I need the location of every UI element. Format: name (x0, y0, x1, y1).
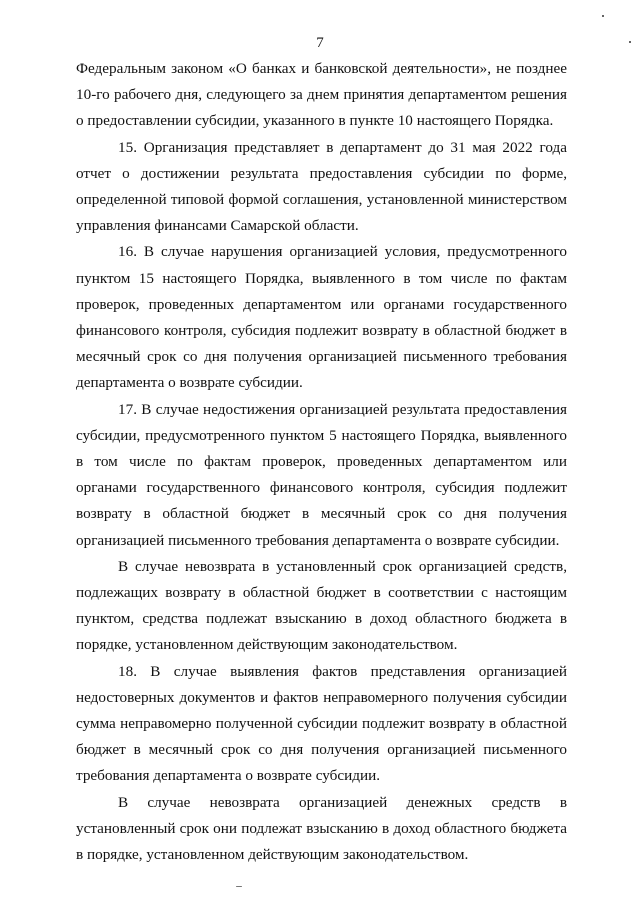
paragraph-continuation: Федеральным законом «О банках и банковской деятельности», не позднее 10-го рабочего дня, следующего за днем принятия департаментом решения о предоставлении субсидии, указанного в пункте 10 настоящего Порядка. (76, 60, 567, 130)
paragraph-item-18-refund: В случае невозврата организацией денежных средств в установленный срок они подлежат взысканию в доход областного бюджета в порядке, установленном действующим законодательством. (76, 793, 567, 864)
document-body (76, 56, 567, 868)
scan-speck (236, 886, 242, 887)
paragraph-item-16: 16. В случае нарушения организацией условия, предусмотренного пунктом 15 настоящего Порядка, выявленного в том числе по фактам проверок, проведенных департаментом или органами государственного финансового контроля, субсидия подлежит возврату в областной бюджет в месячный срок со дня получения организацией письменного требования департамента о возврате субсидии. (76, 243, 567, 392)
paragraph-item-17: 17. В случае недостижения организацией результата предоставления субсидии, предусмотренного пунктом 5 настоящего Порядка, выявленного в том числе по фактам проверок, проведенных департаментом или органами государственного финансового контроля, субсидия подлежит возврату в областной бюджет в месячный срок со дня получения организацией письменного требования департамента о возврате субсидии. (76, 400, 567, 549)
paragraph-item-17-refund: В случае невозврата в установленный срок организацией средств, подлежащих возврату в областной бюджет в соответствии с настоящим пунктом, средства подлежат взысканию в доход областного бюджета в порядке, установленном действующим законодательством. (76, 557, 567, 654)
paragraph-item-15: 15. Организация представляет в департамент до 31 мая 2022 года отчет о достижении результата предоставления субсидии по форме, определенной типовой формой соглашения, установленной министерством управления финансами Самарской области. (76, 138, 567, 235)
paragraph-item-18: 18. В случае выявления фактов представления организацией недостоверных документов и фактов неправомерного получения субсидии сумма неправомерно полученной субсидии подлежит возврату в областной бюджет в месячный срок со дня получения организацией письменного требования департамента о возврате субсидии. (76, 662, 567, 785)
page-number: 7 (316, 35, 324, 51)
scan-speck (602, 15, 604, 17)
